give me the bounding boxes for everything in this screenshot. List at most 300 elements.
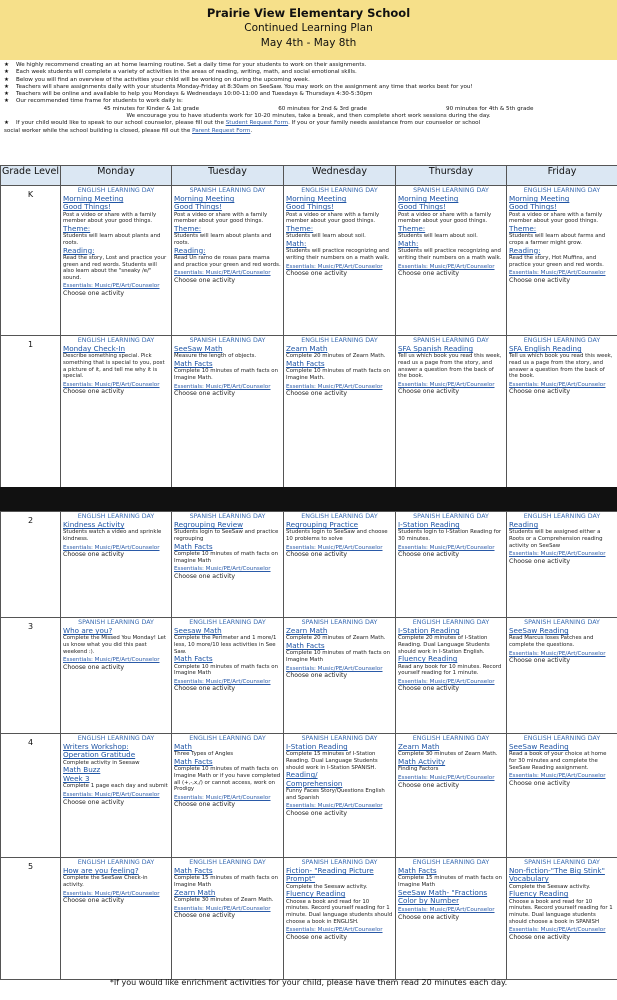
col-thursday: Thursday [396,166,507,186]
activity-link[interactable]: Math Facts [174,359,213,368]
activity-description: Students login to SeeSaw and choose 10 problems to solve [286,529,388,542]
cell-content [172,858,283,920]
divider-band [0,487,617,511]
learning-day-label: ENGLISH LEARNING DAY [301,513,378,520]
cell-content [172,186,283,285]
encourage-text: We encourage you to have students work for 10-20 minutes, take a break, and then complete short work sessions during the day. [126,113,491,120]
cell-content [172,734,283,809]
day-cell [396,336,507,488]
activity-description: Students will learn about plants and roots. [63,233,161,246]
intro-bullet: ★ Below you will find an overview of the activities your child will be working on during the upcoming week. [4,76,310,83]
activity-link[interactable]: Morning Meeting [286,194,347,203]
time-frames [4,106,613,113]
activity-description: Complete 20 minutes of Zearn Math. [286,353,386,360]
cell-content [172,512,283,581]
essentials-link[interactable]: Essentials: Music/PE/Art/Counselor [63,791,160,798]
activity-description: Choose a book and read for 10 minutes. Record yourself reading for 1 minute. Dual language students should choose a book in ENGLISH. [286,898,393,925]
activity-link[interactable]: SFA English Reading [509,344,582,353]
activity-description: Complete 15 minutes of math facts on Imagine Math [398,875,503,888]
learning-day-label: ENGLISH LEARNING DAY [77,187,155,194]
day-cell [396,618,507,734]
activity-link[interactable]: Fluency Reading [398,654,458,664]
activity-link[interactable]: Zearn Math [286,344,328,353]
grade-level-cell: 4 [1,734,61,858]
day-cell [61,858,172,980]
col-friday: Friday [507,166,617,186]
choose-activity-text: Choose one activity [398,685,460,693]
learning-day-label: ENGLISH LEARNING DAY [189,619,266,626]
intro-bullet: ★ Teachers will share assignments daily with your students Monday-Friday at 8:30am on SeeSaw. You may work on the assignment any time that works best for you! [4,83,473,90]
choose-activity-text: Choose one activity [286,390,348,398]
activity-link[interactable]: Math Facts [174,541,213,551]
activity-link[interactable]: Who are you? [63,626,113,635]
activity-link[interactable]: I-Station Reading [398,626,460,635]
activity-description: Students will be assigned either a Roots or a Comprehension reading activity on SeeSaw [509,529,603,549]
essentials-link[interactable]: Essentials: Music/PE/Art/Counselor [174,794,271,801]
choose-activity-text: Choose one activity [509,933,571,941]
schedule-table-top [0,165,617,488]
activity-description: Complete 10 minutes of math facts on Imagine Math. [286,368,391,381]
cell-content [61,186,171,298]
activity-link[interactable]: Reading: [63,245,95,255]
essentials-link[interactable]: Essentials: Music/PE/Art/Counselor [286,544,383,551]
choose-activity-text: Choose one activity [63,290,125,298]
learning-day-label: SPANISH LEARNING DAY [301,735,378,742]
counselor-note: ★ If your child would like to speak to our school counselor, please fill out the Student Request Form. If you or your family needs assistance from our counselor or school [4,120,481,127]
activity-description: Post a video or share with a family member about your good things. [509,211,603,225]
activity-link[interactable]: Zearn Math [174,887,216,897]
activity-description: Tell us which book you read this week, read us a page from the story, and answer a question from the back of the book. [509,353,613,380]
activity-link[interactable]: Regrouping Review [174,520,244,529]
activity-link[interactable]: Good Things! [398,202,446,212]
activity-description: Read Marcus loses Patches and complete the questions. [509,635,594,648]
activity-description: Complete the Missed You Monday! Let us know what you did this past weekend :). [63,635,166,655]
day-cell [396,512,507,618]
learning-day-label: ENGLISH LEARNING DAY [412,619,490,626]
activity-description: Complete the SeeSaw Check-in activity. [63,875,148,888]
cell-content [172,336,283,398]
grade-level-cell: K [1,186,61,336]
activity-link[interactable]: Reading: [509,245,541,255]
cell-content [284,512,395,559]
col-monday: Monday [61,166,172,186]
activity-description: Choose a book and read for 10 minutes. Record yourself reading for 1 minute. Dual language students should choose a book in SPANISH [509,898,613,925]
activity-link[interactable]: SeeSaw Reading [509,742,569,751]
essentials-link[interactable]: Essentials: Music/PE/Art/Counselor [509,650,606,657]
essentials-link[interactable]: Essentials: Music/PE/Art/Counselor [174,678,271,685]
activity-link[interactable]: Math: [398,239,419,248]
schedule-table-bottom [0,511,617,980]
day-cell [284,618,396,734]
essentials-link[interactable]: Essentials: Music/PE/Art/Counselor [286,263,383,270]
activity-description: Complete 1 page each day and submit [63,783,168,790]
time-23: 60 minutes for 2nd & 3rd grade [278,105,367,112]
learning-day-label: ENGLISH LEARNING DAY [77,337,155,344]
day-cell [507,512,617,618]
activity-link[interactable]: Math Facts [174,866,213,875]
cell-content [284,618,395,680]
table-row [1,512,617,618]
essentials-link[interactable]: Essentials: Music/PE/Art/Counselor [398,907,495,914]
day-cell [507,186,617,336]
cell-content [61,512,171,559]
choose-activity-text: Choose one activity [509,657,571,665]
learning-day-label: SPANISH LEARNING DAY [524,619,600,626]
activity-description: Read any book for 10 minutes. Record yourself reading for 1 minute. [398,663,502,677]
activity-description: Post a video or share with a family member about your good things. [398,211,492,225]
choose-activity-text: Choose one activity [398,270,460,278]
learning-day-label: SPANISH LEARNING DAY [413,337,489,344]
grade-level-cell: 5 [1,858,61,980]
activity-link[interactable]: Theme: [174,224,202,233]
plan-title: Continued Learning Plan [244,22,373,34]
essentials-link[interactable]: Essentials: Music/PE/Art/Counselor [509,381,606,388]
day-cell [172,186,284,336]
time-k1: 45 minutes for Kinder & 1st grade [103,105,200,112]
star-icon: ★ [4,120,10,127]
cell-content [396,618,506,693]
learning-day-label: ENGLISH LEARNING DAY [301,337,378,344]
grade-level-cell: 2 [1,512,61,618]
essentials-link[interactable]: Essentials: Music/PE/Art/Counselor [398,381,495,388]
activity-description: Complete the Perimeter and 1 more/1 less, 10 more/10 less activities in See Saw. [174,635,277,655]
day-cell [507,858,617,980]
activity-link[interactable]: SeeSaw Math [174,344,223,353]
activity-description: Complete the Seesaw activity. [286,883,368,890]
intro-bullet: ★ Each week students will complete a variety of activities in the areas of reading, writing, math, and social emotional skills. [4,69,357,76]
activity-description: Complete 10 minutes of math facts on Imagine Math [174,663,279,677]
choose-activity-text: Choose one activity [63,388,125,396]
day-cell [172,336,284,488]
activity-link[interactable]: Seesaw Math [174,626,222,635]
learning-day-label: SPANISH LEARNING DAY [189,337,266,344]
day-cell [172,512,284,618]
star-icon: ★ [4,91,10,98]
activity-link[interactable]: Reading [509,520,539,529]
activity-link[interactable]: Good Things! [63,202,111,212]
day-cell [396,186,507,336]
cell-content [61,336,171,396]
activity-link[interactable]: Math: [286,239,307,248]
activity-description: Describe something special. Pick something that is special to you, post a picture of it, and tell me why it is special. [63,353,165,380]
activity-link[interactable]: Good Things! [174,202,222,212]
activity-link[interactable]: Reading/ [286,770,318,780]
activity-link[interactable]: Fluency Reading [509,889,569,899]
learning-day-label: ENGLISH LEARNING DAY [523,513,601,520]
choose-activity-text: Choose one activity [174,685,236,693]
activity-link[interactable]: Math Buzz [63,765,101,775]
essentials-link[interactable]: Essentials: Music/PE/Art/Counselor [174,566,271,573]
activity-link[interactable]: Theme: [63,224,91,233]
learning-day-label: SPANISH LEARNING DAY [189,187,266,194]
header-row [1,166,617,186]
activity-link[interactable]: Morning Meeting [63,194,124,203]
activity-link[interactable]: Fluency Reading [286,889,346,899]
learning-day-label: ENGLISH LEARNING DAY [412,859,490,866]
activity-link[interactable]: Good Things! [286,202,334,212]
activity-description: Complete 15 minutes of math facts on Imagine Math [174,875,279,888]
grade-level-cell: 3 [1,618,61,734]
activity-description: Read a book of your choice at home for 30 minutes and complete the SeeSaw Reading assignment. [509,751,607,771]
cell-content [507,336,617,396]
table-row [1,734,617,858]
activity-link[interactable]: Math Facts [286,359,325,368]
choose-activity-text: Choose one activity [286,270,348,278]
footer-note: *If you would like enrichment activities for your child, please have them read 20 minutes each day. [109,978,508,987]
activity-description: Read the story, Hot Muffins, and practice your green and red words. [509,255,604,268]
essentials-link[interactable]: Essentials: Music/PE/Art/Counselor [286,803,383,810]
day-cell [284,858,396,980]
cell-content [61,734,171,807]
activity-description: Complete 20 minutes of I-Station Reading. Dual Language Students should work in I-Station English. [398,635,490,655]
choose-activity-text: Choose one activity [174,572,236,580]
learning-day-label: SPANISH LEARNING DAY [301,859,378,866]
activity-link[interactable]: Zearn Math [398,742,440,751]
activity-description: Students will learn about soil. [286,233,366,240]
activity-link[interactable]: SFA Spanish Reading [398,344,474,353]
col-wednesday: Wednesday [284,166,396,186]
star-icon: ★ [4,83,10,90]
essentials-link[interactable]: Essentials: Music/PE/Art/Counselor [398,263,495,270]
day-cell [507,618,617,734]
intro-bullet: ★ Our recommended time frame for students to work daily is: [4,98,183,105]
activity-description: Tell us which book you read this week, read us a page from the story, and answer a question from the back of the book. [398,353,502,380]
activity-description: Students will learn about soil. [398,233,478,240]
day-cell [172,618,284,734]
choose-activity-text: Choose one activity [509,388,571,396]
activity-description: Students will learn about plants and roots. [174,233,272,246]
choose-activity-text: Choose one activity [286,551,348,559]
activity-description: Post a video or share with a family member about your good things. [63,211,157,225]
essentials-link[interactable]: Essentials: Music/PE/Art/Counselor [509,270,606,277]
plan-dates: May 4th - May 8th [260,37,357,49]
activity-link[interactable]: Zearn Math [286,626,328,635]
day-cell [284,734,396,858]
essentials-link[interactable]: Essentials: Music/PE/Art/Counselor [509,927,606,934]
activity-link[interactable]: Kindness Activity [63,520,125,529]
choose-activity-text: Choose one activity [174,276,236,284]
col-grade-level: Grade Level [1,166,61,186]
learning-day-label: SPANISH LEARNING DAY [413,187,489,194]
activity-description: Read Un ramo de rosas para mama and practice your green and red words. [174,255,281,268]
activity-link[interactable]: Math Facts [174,654,213,664]
choose-activity-text: Choose one activity [63,663,125,671]
essentials-link[interactable]: Essentials: Music/PE/Art/Counselor [63,283,160,290]
star-icon: ★ [4,69,10,76]
star-icon: ★ [4,98,10,105]
table-row [1,336,617,488]
cell-content [284,858,395,942]
activity-description: Post a video or share with a family member about your good things. [286,211,380,225]
learning-day-label: SPANISH LEARNING DAY [413,513,489,520]
cell-content [507,734,617,788]
grade-level-cell: 1 [1,336,61,488]
activity-link[interactable]: Morning Meeting [174,194,235,203]
activity-description: Measure the length of objects. [174,353,257,360]
activity-description: Read the story, Lost and practice your green and red words. Students will also learn about the "sneaky /e/" sound. [63,255,167,281]
day-cell [61,186,172,336]
activity-link[interactable]: Writers Workshop: [63,742,129,751]
activity-link[interactable]: How are you feeling? [63,866,139,875]
activity-link[interactable]: Theme: [286,224,314,233]
choose-activity-text: Choose one activity [286,809,348,817]
cell-content [396,512,506,559]
essentials-link[interactable]: Essentials: Music/PE/Art/Counselor [286,383,383,390]
learning-day-label: SPANISH LEARNING DAY [78,619,154,626]
activity-description: Complete the Seesaw activity. [509,883,591,890]
cell-content [61,858,171,905]
essentials-link[interactable]: Essentials: Music/PE/Art/Counselor [174,270,271,277]
essentials-link[interactable]: Essentials: Music/PE/Art/Counselor [63,890,160,897]
activity-link[interactable]: Math [174,742,192,751]
activity-link[interactable]: Theme: [509,224,537,233]
cell-content [507,186,617,285]
activity-description: Students will practice recognizing and writing their numbers on a math walk. [398,248,502,261]
essentials-link[interactable]: Essentials: Music/PE/Art/Counselor [174,905,271,912]
col-tuesday: Tuesday [172,166,284,186]
learning-day-label: ENGLISH LEARNING DAY [189,859,266,866]
cell-content [172,618,283,693]
day-cell [61,336,172,488]
choose-activity-text: Choose one activity [509,557,571,565]
activity-link[interactable]: I-Station Reading [398,520,460,529]
activity-link[interactable]: SeeSaw Reading [509,626,569,635]
activity-link[interactable]: Monday Check-In [63,344,126,353]
choose-activity-text: Choose one activity [174,801,236,809]
cell-content [284,186,395,278]
day-cell [172,858,284,980]
learning-day-label: SPANISH LEARNING DAY [301,619,378,626]
table-row [1,618,617,734]
learning-day-label: ENGLISH LEARNING DAY [412,735,490,742]
essentials-link[interactable]: Essentials: Music/PE/Art/Counselor [398,775,495,781]
activity-link[interactable]: Week 3 [63,773,90,783]
cell-content [61,618,171,672]
school-name: Prairie View Elementary School [206,6,411,20]
day-cell [396,858,507,980]
essentials-link[interactable]: Essentials: Music/PE/Art/Counselor [398,544,495,551]
activity-description: Students login to I-Station Reading for 30 minutes. [398,529,502,542]
choose-activity-text: Choose one activity [63,897,125,905]
activity-description: Complete 15 minutes of I-Station Reading. Dual Language Students should work in I-Station SPANISH. [286,751,378,771]
activity-link[interactable]: Theme: [398,224,426,233]
cell-content [396,336,506,396]
learning-day-label: ENGLISH LEARNING DAY [77,859,155,866]
choose-activity-text: Choose one activity [398,551,460,559]
activity-link[interactable]: Reading: [174,245,206,255]
activity-link[interactable]: Operation Gratitude [63,750,136,760]
table-row [1,186,617,336]
essentials-link[interactable]: Essentials: Music/PE/Art/Counselor [174,383,271,390]
day-cell [284,512,396,618]
learning-day-label: ENGLISH LEARNING DAY [523,187,601,194]
learning-day-label: ENGLISH LEARNING DAY [189,735,266,742]
activity-link[interactable]: Math Facts [398,866,437,875]
essentials-link[interactable]: Essentials: Music/PE/Art/Counselor [509,773,606,780]
essentials-link[interactable]: Essentials: Music/PE/Art/Counselor [63,544,160,551]
learning-day-label: ENGLISH LEARNING DAY [301,187,378,194]
parent-request-link[interactable]: Parent Request Form [192,127,251,134]
activity-link[interactable]: Good Things! [509,202,557,212]
header-banner [0,0,617,60]
choose-activity-text: Choose one activity [174,912,236,920]
star-icon: ★ [4,76,10,83]
cell-content [507,858,617,942]
essentials-link[interactable]: Essentials: Music/PE/Art/Counselor [398,678,495,685]
choose-activity-text: Choose one activity [509,779,571,787]
choose-activity-text: Choose one activity [286,933,348,941]
choose-activity-text: Choose one activity [398,914,460,922]
cell-content [284,336,395,398]
learning-day-label: ENGLISH LEARNING DAY [523,735,601,742]
cell-content [507,618,617,665]
day-cell [172,734,284,858]
intro-bullet: ★ Teachers will be online and available to help you Mondays & Wednesdays 10:00-11:00 and Tuesdays & Thursdays 4:30-5:30pm [4,91,373,98]
learning-day-label: SPANISH LEARNING DAY [524,859,600,866]
essentials-link[interactable]: Essentials: Music/PE/Art/Counselor [509,551,606,558]
essentials-link[interactable]: Essentials: Music/PE/Art/Counselor [286,665,383,672]
cell-content [284,734,395,818]
activity-link[interactable]: Math Facts [286,641,325,650]
student-request-link[interactable]: Student Request Form [225,120,289,127]
choose-activity-text: Choose one activity [174,390,236,398]
choose-activity-text: Choose one activity [63,798,125,806]
choose-activity-text: Choose one activity [509,276,571,284]
activity-description: Complete 10 minutes of math facts on Imagine Math [174,551,279,564]
choose-activity-text: Choose one activity [398,781,460,789]
day-cell [61,512,172,618]
activity-description: Students login to SeeSaw and practice regrouping [174,529,279,542]
choose-activity-text: Choose one activity [286,672,348,680]
activity-description: Complete 10 minutes of math facts on Imagine Math. [174,368,279,381]
activity-description: Students will learn about farms and crops a farmer might grow. [509,233,606,246]
activity-link[interactable]: Comprehension [286,778,343,788]
essentials-link[interactable]: Essentials: Music/PE/Art/Counselor [63,381,160,388]
cell-content [396,734,506,790]
activity-description: Students will practice recognizing and writing their numbers on a math walk. [286,248,390,261]
essentials-link[interactable]: Essentials: Music/PE/Art/Counselor [286,927,383,934]
activity-link[interactable]: Math Facts [174,757,213,766]
intro-section [0,60,617,165]
activity-description: Finding Factors [398,766,439,773]
activity-link[interactable]: I-Station Reading [286,742,348,751]
choose-activity-text: Choose one activity [63,551,125,559]
activity-description: Three Types of Angles [174,751,234,758]
activity-link[interactable]: Non-fiction-"The Big Stink" Vocabulary [509,866,605,884]
essentials-link[interactable]: Essentials: Music/PE/Art/Counselor [63,657,160,664]
activity-description: Students watch a video and sprinkle kindness. [63,529,162,542]
activity-description: Complete activity in Seesaw [63,759,140,766]
activity-link[interactable]: Fiction- "Reading Picture Prompt" [286,866,374,884]
learning-day-label: ENGLISH LEARNING DAY [523,337,601,344]
activity-link[interactable]: Regrouping Practice [286,520,359,529]
activity-link[interactable]: Math Activity [398,757,446,766]
counselor-note-cont: social worker while the school building is closed, please fill out the Parent Request Form. [4,127,253,134]
day-cell [284,336,396,488]
cell-content [396,858,506,922]
activity-link[interactable]: Morning Meeting [509,194,570,203]
cell-content [507,512,617,566]
activity-description: Funny Faces Story/Questions English and Spanish [286,788,385,801]
activity-description: Complete 20 minutes of Zearn Math. [286,635,386,642]
time-45: 90 minutes for 4th & 5th grade [446,105,534,112]
activity-link[interactable]: SeeSaw Math- "Fractions Color by Number [398,887,488,905]
day-cell [507,336,617,488]
activity-link[interactable]: Morning Meeting [398,194,459,203]
day-cell [284,186,396,336]
day-cell [61,618,172,734]
table-row [1,858,617,980]
